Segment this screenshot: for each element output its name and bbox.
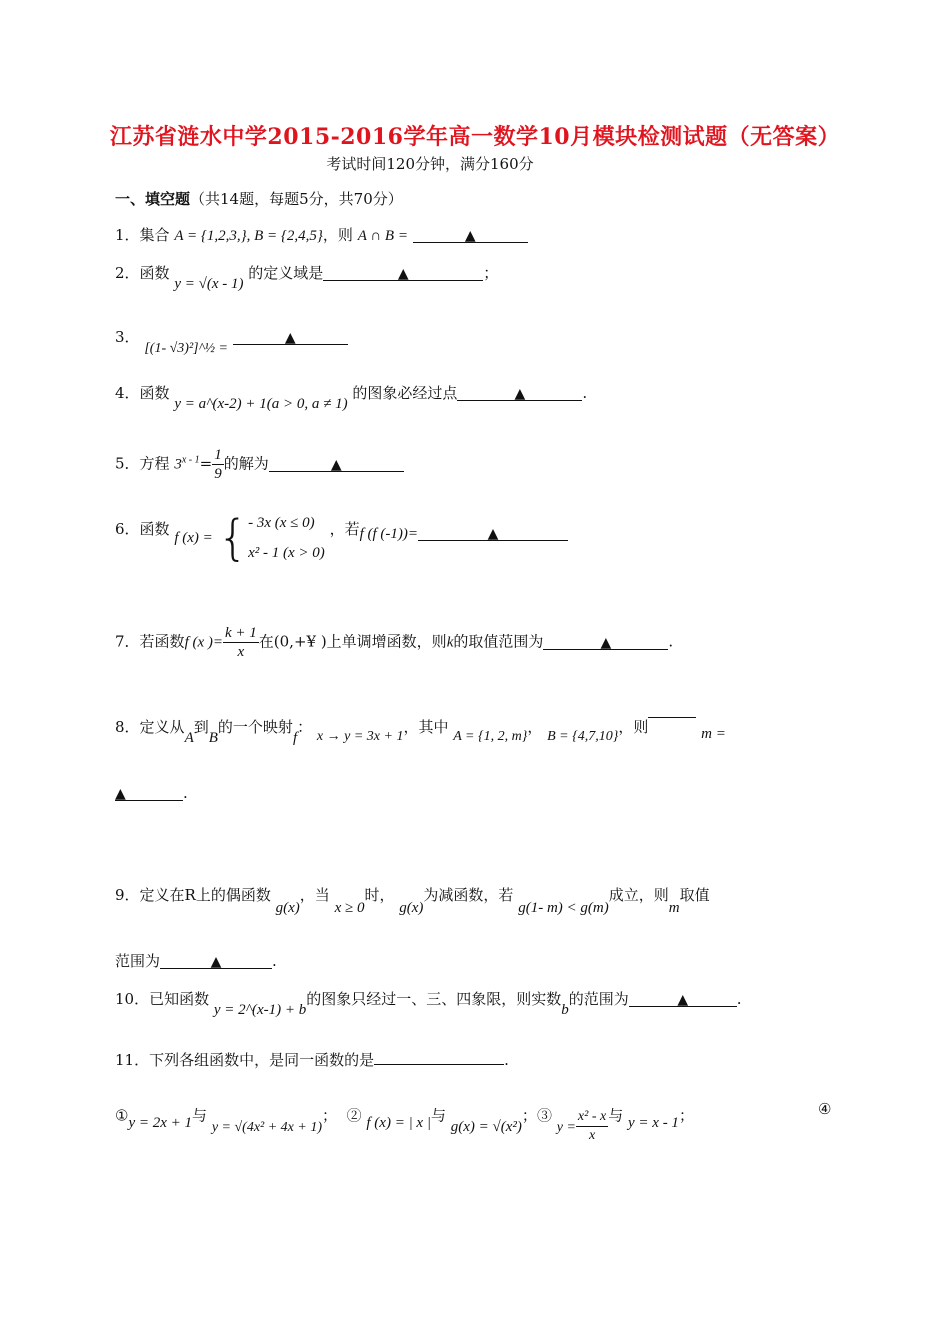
triangle-icon: ▲ [330, 456, 342, 473]
answer-blank-8[interactable] [115, 782, 183, 801]
answer-blank-9[interactable] [160, 950, 272, 969]
triangle-icon: ▲ [464, 228, 476, 244]
answer-blank-4[interactable] [457, 382, 582, 401]
section-title: 一、填空题 [115, 190, 191, 208]
question-8: 8．定义从A到B的一个映射f： x → y = 3x + 1，其中 A = {1, 2, m}， B = {4,7,10}，则 m = [115, 716, 726, 740]
question-9-line2: 范围为 ▲ . [115, 952, 277, 970]
triangle-icon: ▲ [600, 634, 612, 651]
answer-blank-10[interactable] [629, 988, 737, 1007]
exam-subtitle: 考试时间120分钟，满分160分 [326, 155, 534, 173]
answer-blank-11[interactable] [374, 1046, 504, 1065]
q10-function: y = 2^(x-1) + b [213, 1002, 307, 1018]
q2-function: y = √(x - 1) [174, 276, 244, 292]
section-heading [115, 188, 403, 209]
q6-piecewise: - 3x (x ≤ 0) x² - 1 (x > 0) [248, 515, 325, 561]
q8-set-b: B = {4,7,10} [547, 729, 619, 744]
q3-expression: [(1- √3)²]^½ = [144, 341, 228, 356]
question-10: 10．已知函数 y = 2^(x-1) + b的图象只经过一、三、四象限，则实数b的范围为 ▲ . [115, 990, 742, 1018]
answer-blank-5[interactable] [269, 453, 404, 472]
question-7: 7．若函数f (x )= $\frac{k + 1}{x}$ 在(0,+¥ )上单调增函数，则k的取值范围为 ▲ . [115, 625, 674, 660]
exam-title: 江苏省涟水中学2015-2016学年高一数学10月模块检测试题（无答案） [109, 124, 841, 150]
question-2: 2．函数 y = √(x - 1) 的定义域是 ▲ ； [115, 264, 499, 292]
question-11: 11．下列各组函数中，是同一函数的是 . [115, 1046, 509, 1071]
question-4: 4．函数 y = a^(x-2) + 1(a > 0, a ≠ 1) 的图象必经过点 ▲ . [115, 384, 588, 412]
triangle-icon: ▲ [677, 992, 689, 1008]
q4-function: y = a^(x-2) + 1(a > 0, a ≠ 1) [174, 396, 348, 412]
question-5: 5．方程 $3^{x - 1}=$ $\frac{1}{9}$ 的解为 ▲ [115, 446, 404, 483]
triangle-icon: ▲ [284, 330, 296, 346]
question-9: 9．定义在R上的偶函数 g(x)，当 x ≥ 0时， g(x)为减函数，若 g(1- m) < g(m)成立，则m取值 [115, 886, 710, 916]
triangle-icon: ▲ [397, 266, 409, 282]
question-8-line2: ▲ . [115, 784, 188, 802]
answer-blank-3[interactable] [233, 326, 348, 345]
q7-fraction: $\frac{k + 1}{x}$ [225, 625, 257, 660]
q8-set-a: A = {1, 2, m} [453, 729, 528, 744]
q1-intersection: A ∩ B = [357, 228, 408, 244]
rule-line [648, 713, 696, 718]
q11-fraction: $\frac{\text{x² - x}}{x}$ [577, 1109, 607, 1143]
answer-blank-6[interactable] [418, 522, 568, 541]
triangle-icon: ▲ [487, 526, 499, 542]
q1-sets: A = {1,2,3,}, B = {2,4,5} [174, 228, 323, 244]
q8-mapping: x → y = 3x + 1 [316, 729, 404, 744]
section-note: （共14题，每题5分，共70分） [190, 190, 403, 208]
question-3: 3． [(1- √3)²]^½ = ▲ [115, 326, 348, 350]
left-brace-icon: { [217, 510, 249, 566]
option-4-marker: ④ [818, 1100, 832, 1118]
answer-blank-7[interactable] [543, 631, 668, 650]
question-6: 6．函数 f (x) = { - 3x (x ≤ 0) x² - 1 (x > 0) ，若f (f (-1))= ▲ [115, 508, 568, 568]
answer-blank-2[interactable] [323, 262, 483, 281]
question-11-options: ①y = 2x + 1与 y = √(4x² + 4x + 1)； ② f (x) = | x |与 g(x) = √(x²)；③ y = $\frac{\text{x² - x}}{x}$ 与 y = x - 1； [115, 1106, 694, 1143]
triangle-icon: ▲ [514, 386, 526, 402]
q5-fraction: $\frac{1}{9}$ [214, 447, 222, 482]
question-1: 1．集合 A = {1,2,3,}, B = {2,4,5}，则 A ∩ B = ▲ [115, 224, 528, 247]
triangle-icon: ▲ [210, 954, 222, 970]
triangle-icon: ▲ [115, 786, 126, 802]
answer-blank-1[interactable] [413, 224, 528, 243]
